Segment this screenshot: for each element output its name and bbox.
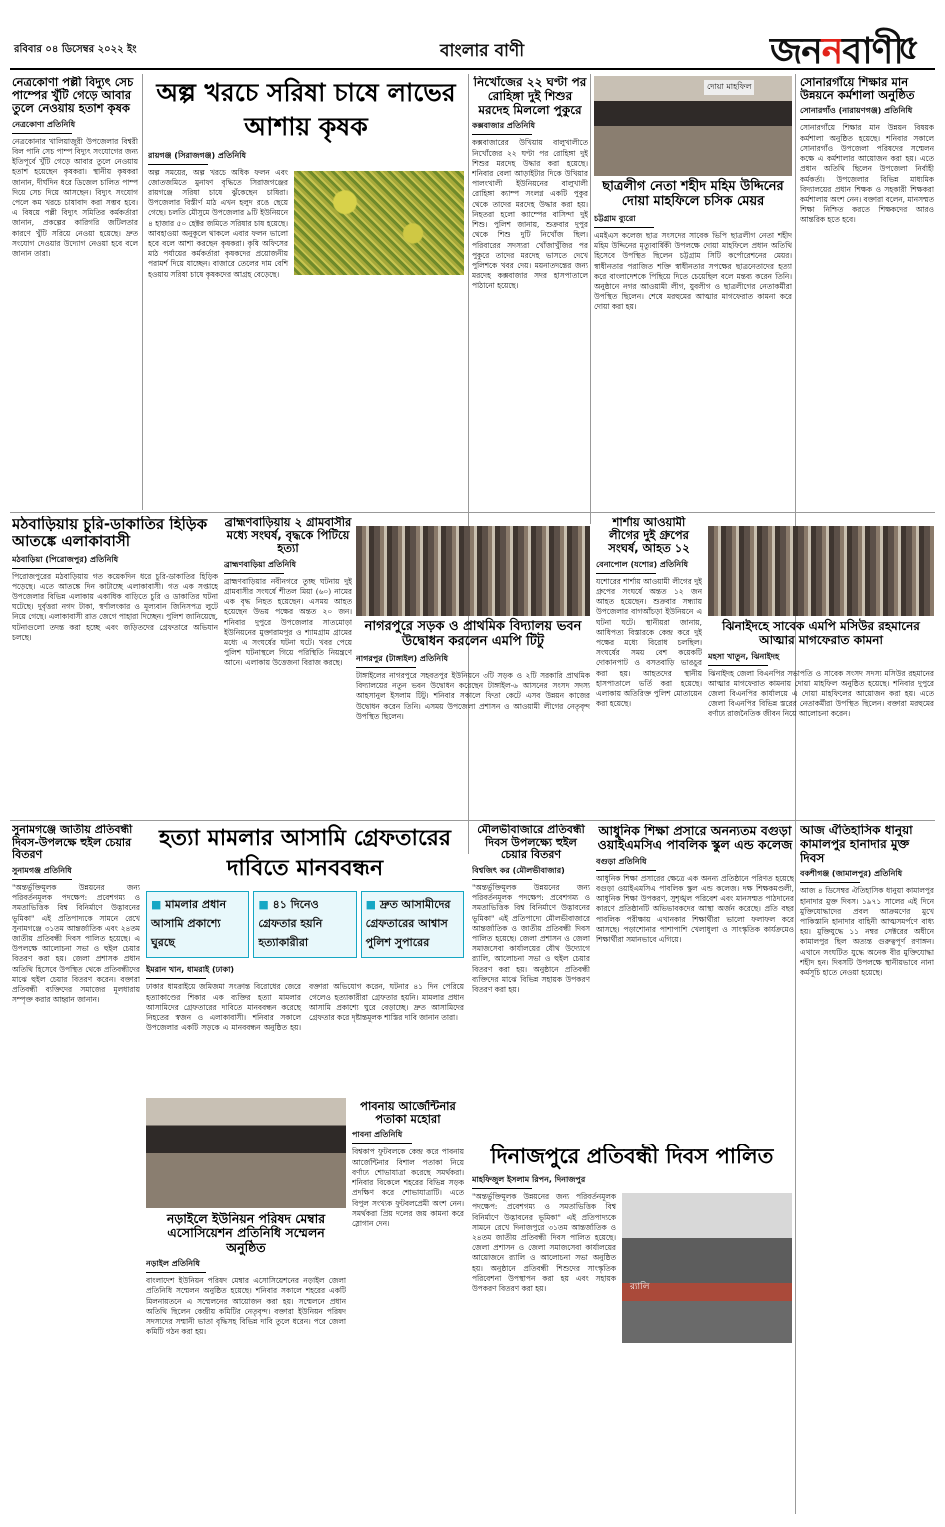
bullet-icon: ■ — [151, 898, 162, 912]
article-jhenaidah — [708, 526, 934, 816]
highlight-box — [253, 891, 356, 958]
article-body: নেত্রকোনার খালিয়াজুরী উপজেলার বিশ্বরী বিল পানি সেচ পাম্প বিদ্যুৎ সংযোগের জন্য ইতিপূর্বে খুঁটি গেড়ে আবার তুলে নেওয়ায় হতাশ হয়েছেন কৃষকরা। স্থানীয় কৃষকরা জানান, দীর্ঘদিন ধরে ডিজেল চালিত পাম্প দিয়ে সেচ দিয়ে আসছেন। বিদ্যুৎ সংযোগ পেলে কম খরচে চাষাবাদ করা সম্ভব হবে। এ বিষয়ে পল্লী বিদ্যুৎ সমিতির কর্মকর্তারা জানান, প্রকল্পের কারিগরি জটিলতার কারণে খুঁটি সরিয়ে নেওয়া হয়েছে। দ্রুত সংযোগ দেওয়ার উদ্যোগ নেওয়া হবে বলে জানান তারা। — [12, 136, 138, 259]
article-headline: আজ ঐতিহাসিক ধানুয়া কামালপুর হানাদার মুক্ত দিবস — [800, 824, 913, 865]
article-headline: হত্যা মামলার আসামি গ্রেফতারের দাবিতে মানববন্ধন — [159, 826, 451, 881]
row-rule — [10, 512, 935, 513]
article-body: বিশ্বকাপ ফুটবলকে কেন্দ্র করে পাবনায় আর্জেন্টিনার বিশাল পতাকা নিয়ে বর্ণাঢ্য শোভাযাত্রা করেছে সমর্থকরা। শনিবার বিকেলে শহরের বিভিন্ন সড়ক প্রদক্ষিণ করে শোভাযাত্রাটি। এতে বিপুল সংখ্যক ফুটবলপ্রেমী অংশ নেন। সমর্থকরা প্রিয় দলের জয় কামনা করে স্লোগান দেন। — [352, 1147, 464, 1228]
article-mathbaria — [12, 516, 218, 816]
masthead — [0, 0, 945, 80]
article-headline: অল্প খরচে সরিষা চাষে লাভের আশায় কৃষক — [156, 78, 456, 141]
article-netrokona — [12, 76, 138, 506]
page-number: ৫ — [898, 28, 921, 68]
article-body: বাংলাদেশ ইউনিয়ন পরিষদ মেম্বার এসোসিয়েশনের নড়াইল জেলা প্রতিনিধি সম্মেলন অনুষ্ঠিত হয়েছে। শনিবার সকালে শহরের একটি মিলনায়তনে এ সম্মেলনের আয়োজন করা হয়। সম্মেলনে প্রধান অতিথি ছিলেন কেন্দ্রীয় কমিটির নেতৃবৃন্দ। বক্তারা ইউনিয়ন পরিষদ সদস্যদের সম্মানী ভাতা বৃদ্ধিসহ বিভিন্ন দাবি তুলে ধরেন। পরে জেলা কমিটি গঠন করা হয়। — [146, 1276, 346, 1337]
article-nagarpur — [356, 526, 590, 816]
article-headline: সোনারগাঁয়ে শিক্ষার মান উন্নয়নে কর্মশালা অনুষ্ঠিত — [800, 76, 915, 103]
article-body: আধুনিক শিক্ষা প্রসারের ক্ষেত্রে এক অনন্য প্রতিষ্ঠানে পরিণত হয়েছে বগুড়া ওয়াইএমসিএ পাবলিক স্কুল এন্ড কলেজ। দক্ষ শিক্ষকমণ্ডলী, আধুনিক শিক্ষা উপকরণ, সুশৃঙ্খল পরিবেশ এবং মানসম্মত পাঠদানের কারণে প্রতিষ্ঠানটি অভিভাবকদের আস্থা অর্জন করেছে। প্রতি বছর পাবলিক পরীক্ষায় এখানকার শিক্ষার্থীরা ভালো ফলাফল করে আসছে। পড়াশোনার পাশাপাশি খেলাধুলা ও সাংস্কৃতিক কার্যক্রমেও শিক্ষার্থীরা সমানভাবে এগিয়ে। — [596, 873, 794, 945]
human-chain-photo — [146, 1098, 346, 1208]
article-sharsha — [596, 516, 702, 816]
article-byline: ইমরান খান, ধামরাই (ঢাকা) — [146, 964, 464, 979]
article-byline: মঠবাড়িয়া (পিরোজপুর) প্রতিনিধি — [12, 554, 218, 569]
bullet-icon: ■ — [365, 898, 377, 912]
article-kamalpur — [800, 824, 934, 1514]
article-byline: মাহফিজুল ইসলাম রিপন, দিনাজপুর — [472, 1174, 792, 1189]
article-headline: আধুনিক শিক্ষা প্রসারে অনন্যতম বগুড়া ওয়াইএমসিএ পাবলিক স্কুল এন্ড কলেজ — [597, 824, 793, 853]
row-rule — [10, 820, 935, 821]
mustard-field-photo — [294, 171, 464, 275]
article-byline: চট্টগ্রাম ব্যুরো — [594, 213, 792, 228]
article-byline: বগুড়া প্রতিনিধি — [596, 856, 794, 871]
prayer-meeting-photo — [594, 76, 792, 176]
bullet-icon: ■ — [258, 898, 269, 912]
column-rule — [590, 74, 591, 524]
article-byline: নাগরপুর (টাঙ্গাইল) প্রতিনিধি — [356, 653, 590, 668]
logo-part-right: বাণী — [842, 31, 903, 72]
article-headline: ছাত্রলীগ নেতা শহীদ মহিম উদ্দিনের দোয়া মাহফিলে চসিক মেয়র — [602, 179, 784, 209]
article-byline: বিশ্বজিৎ কর (মৌলভীবাজার) — [472, 865, 590, 880]
article-dhamrai — [146, 824, 464, 1094]
masthead-rule — [10, 68, 935, 70]
article-body: "অন্তর্ভুক্তিমূলক উন্নয়নের জন্য পরিবর্তনমূলক পদক্ষেপ: প্রবেশগম্য ও সমতাভিত্তিক বিশ্ব বিনির্মাণে উদ্ভাবনের ভূমিকা" এই প্রতিপাদ্যে মৌলভীবাজারে আন্তর্জাতিক ও জাতীয় প্রতিবন্ধী দিবস পালিত হয়েছে। জেলা প্রশাসন ও জেলা সমাজসেবা কার্যালয়ের যৌথ উদ্যোগে র‍্যালি, আলোচনা সভা ও হুইল চেয়ার বিতরণ করা হয়। অনুষ্ঠানে প্রতিবন্ধী ব্যক্তিদের মাঝে বিভিন্ন সহায়ক উপকরণ বিতরণ করা হয়। — [472, 882, 590, 995]
article-mustard — [148, 76, 464, 506]
article-headline: নিখোঁজের ২২ ঘণ্টা পর রোহিঙ্গা দুই শিশুর মরদেহ মিললো পুকুরে — [473, 76, 587, 117]
article-byline: রায়গঞ্জ (সিরাজগঞ্জ) প্রতিনিধি — [148, 150, 464, 165]
article-headline: নাগরপুরে সড়ক ও প্রাথমিক বিদ্যালয় ভবন উদ্বোধন করলেন এমপি টিটু — [364, 619, 582, 649]
article-headline: নেত্রকোণা পল্লী বিদ্যুৎ সেচ পাম্পের খুঁটি গেড়ে আবার তুলে নেওয়ায় হতাশ কৃষক — [12, 76, 134, 116]
article-body: আজ ৪ ডিসেম্বর ঐতিহাসিক ধানুয়া কামালপুর হানাদার মুক্ত দিবস। ১৯৭১ সালের এই দিনে মুক্তিযোদ্ধাদের প্রবল আক্রমণের মুখে পাকিস্তানি হানাদার বাহিনী আত্মসমর্পণে বাধ্য হয়। মুক্তিযুদ্ধে ১১ নম্বর সেক্টরের অধীনে কামালপুর ছিল অত্যন্ত গুরুত্বপূর্ণ রণাঙ্গন। এখানে সংঘটিত যুদ্ধে অনেক বীর মুক্তিযোদ্ধা শহীদ হন। দিবসটি উপলক্ষে স্থানীয়ভাবে নানা কর্মসূচি হাতে নেওয়া হয়েছে। — [800, 886, 934, 978]
article-byline: মহসা খাতুন, ঝিনাইদহ — [708, 651, 934, 666]
highlight-text: ৪১ দিনেও গ্রেফতার হয়নি হত্যাকারীরা — [258, 898, 323, 950]
article-headline: পাবনায় আর্জেন্টিনার পতাকা মহোরা — [360, 1100, 456, 1127]
article-body: "অন্তর্ভুক্তিমূলক উন্নয়নের জন্য পরিবর্তনমূলক পদক্ষেপ: প্রবেশগম্য ও সমতাভিত্তিক বিশ্ব বিনির্মাণে উদ্ভাবনের ভূমিকা" এই প্রতিপাদ্যকে সামনে রেখে সুনামগঞ্জে ৩১তম আন্তর্জাতিক এবং ২৪তম জাতীয় প্রতিবন্ধী দিবস পালিত হয়েছে। এ উপলক্ষে আলোচনা সভা ও হুইল চেয়ার বিতরণ করা হয়। জেলা প্রশাসক প্রধান অতিথি হিসেবে উপস্থিত থেকে প্রতিবন্ধীদের মাঝে হুইল চেয়ার বিতরণ করেন। বক্তারা প্রতিবন্ধী ব্যক্তিদের সমাজের মূলধারায় সম্পৃক্ত করার আহ্বান জানান। — [12, 882, 140, 1005]
memorial-photo — [708, 526, 934, 616]
highlight-text: মামলার প্রধান আসামি প্রকাশ্যে ঘুরছে — [151, 898, 227, 950]
article-narail — [146, 1212, 346, 1514]
rally-banner-text: র‍্যালি — [630, 1282, 650, 1293]
masthead-logo — [770, 24, 903, 80]
article-headline: দিনাজপুরে প্রতিবন্ধী দিবস পালিত — [490, 1144, 774, 1168]
article-pabna — [352, 1100, 464, 1300]
column-rule — [142, 74, 143, 510]
article-byline: সুনামগঞ্জ প্রতিনিধি — [12, 865, 140, 880]
article-headline: ঝিনাইদহে সাবেক এমপি মসিউর রহমানের আত্মার মাগফেরাত কামনা — [722, 619, 920, 647]
article-body: সোনারগাঁয়ে শিক্ষার মান উন্নয়ন বিষয়ক কর্মশালা অনুষ্ঠিত হয়েছে। শনিবার সকালে সোনারগাঁও উপজেলা পরিষদের সম্মেলন কক্ষে এ কর্মশালার আয়োজন করা হয়। এতে প্রধান অতিথি ছিলেন উপজেলা নির্বাহী কর্মকর্তা। উপজেলার বিভিন্ন মাধ্যমিক বিদ্যালয়ের প্রধান শিক্ষক ও সহকারী শিক্ষকরা কর্মশালায় অংশ নেন। বক্তারা বলেন, মানসম্মত শিক্ষা নিশ্চিত করতে শিক্ষকদের আরও আন্তরিক হতে হবে। — [800, 123, 934, 225]
article-body: টাঙ্গাইলের নাগরপুরে সহবতপুর ইউনিয়নে ৩টি সড়ক ও ২টি সরকারি প্রাথমিক বিদ্যালয়ের নতুন ভবন উদ্বোধন করেছেন টাঙ্গাইল-৬ আসনের সংসদ সদস্য আহসানুল ইসলাম টিটু। শনিবার সকালে ফিতা কেটে এসব উন্নয়ন কাজের উদ্বোধন করেন তিনি। এসময় উপজেলা প্রশাসন ও আওয়ামী লীগের নেতৃবৃন্দ উপস্থিত ছিলেন। — [356, 670, 590, 721]
article-rohingya — [472, 76, 588, 508]
article-sunamganj — [12, 824, 140, 1514]
highlight-box — [146, 891, 249, 958]
article-sonargaon — [800, 76, 934, 508]
logo-part-left: জন — [770, 31, 822, 72]
article-chattogram — [594, 76, 792, 508]
article-body: পিরোজপুরের মঠবাড়িয়ায় গত কয়েকদিন ধরে চুরি-ডাকাতির হিড়িক পড়েছে। এতে আতঙ্কে দিন কাটাচ্ছে এলাকাবাসী। গত এক সপ্তাহে উপজেলার বিভিন্ন এলাকায় একাধিক বাড়িতে চুরি ও ডাকাতির ঘটনা ঘটেছে। দুর্বৃত্তরা নগদ টাকা, স্বর্ণালংকার ও মূল্যবান জিনিসপত্র লুটে নিয়ে গেছে। এলাকাবাসী রাত জেগে পাহারা দিচ্ছেন। পুলিশ জানিয়েছে, ঘটনাগুলো তদন্ত করা হচ্ছে এবং জড়িতদের গ্রেফতারে অভিযান চলছে। — [12, 571, 218, 642]
article-byline: কক্সবাজার প্রতিনিধি — [472, 120, 588, 135]
article-headline: সুনামগঞ্জে জাতীয় প্রতিবন্ধী দিবস-উপলক্ষে হুইল চেয়ার বিতরণ — [12, 824, 133, 862]
article-moulvibazar — [472, 824, 590, 1140]
highlight-box — [361, 891, 464, 958]
article-byline: সোনারগাঁও (নারায়ণগঞ্জ) প্রতিনিধি — [800, 105, 934, 120]
highlight-row — [146, 891, 464, 958]
article-headline: নড়াইলে ইউনিয়ন পরিষদ মেম্বার এসোসিয়েশন প্রতিনিধি সম্মেলন অনুষ্ঠিত — [166, 1212, 326, 1255]
issue-date: রবিবার ০৪ ডিসেম্বর ২০২২ ইং — [14, 44, 137, 55]
article-headline: ব্রাহ্মণবাড়িয়ায় ২ গ্রামবাসীর মধ্যে সংঘর্ষ, বৃদ্ধকে পিটিয়ে হত্যা — [224, 516, 352, 556]
article-body: এমইএস কলেজ ছাত্র সংসদের সাবেক ভিপি ছাত্রলীগ নেতা শহীদ মহিম উদ্দিনের মৃত্যুবার্ষিকী উপলক্ষে দোয়া মাহফিলে প্রধান অতিথি হিসেবে উপস্থিত ছিলেন চট্টগ্রাম সিটি কর্পোরেশনের মেয়র। স্বাধীনতার পরাজিত শক্তি স্বাধীনতার সপক্ষের ছাত্রনেতাদের হত্যা করে বাংলাদেশকে পিছিয়ে দিতে চেয়েছিল বলে মন্তব্য করেন তিনি। অনুষ্ঠানে নগর আওয়ামী লীগ, যুবলীগ ও ছাত্রলীগের নেতাকর্মীরা উপস্থিত ছিলেন। শেষে মরহুমের আত্মার মাগফেরাত কামনা করে দোয়া করা হয়। — [594, 230, 792, 312]
article-body: যশোরের শার্শায় আওয়ামী লীগের দুই গ্রুপের সংঘর্ষে অন্তত ১২ জন আহত হয়েছেন। শুক্রবার সন্ধ্যায় উপজেলার বাগআঁচড়া ইউনিয়নে এ ঘটনা ঘটে। স্থানীয়রা জানায়, আধিপত্য বিস্তারকে কেন্দ্র করে দুই পক্ষের মধ্যে বিরোধ চলছিল। সংঘর্ষের সময় বেশ কয়েকটি দোকানপাট ও বসতবাড়ি ভাঙচুর করা হয়। আহতদের স্থানীয় হাসপাতালে ভর্তি করা হয়েছে। এলাকায় অতিরিক্ত পুলিশ মোতায়েন করা হয়েছে। — [596, 576, 702, 709]
logo-part-accent: ন — [821, 31, 843, 72]
article-headline: মৌলভীবাজারে প্রতিবন্ধী দিবস উপলক্ষ্যে হুইল চেয়ার বিতরণ — [477, 824, 585, 862]
article-body: "অন্তর্ভুক্তিমূলক উন্নয়নের জন্য পরিবর্তনমূলক পদক্ষেপ: প্রবেশগম্য ও সমতাভিত্তিক বিশ্ব বিনির্মাণে উদ্ভাবনের ভূমিকা" এই প্রতিপাদ্যকে সামনে রেখে দিনাজপুরে ৩১তম আন্তর্জাতিক ও ২৪তম জাতীয় প্রতিবন্ধী দিবস পালিত হয়েছে। জেলা প্রশাসন ও জেলা সমাজসেবা কার্যালয়ের আয়োজনে র‍্যালি ও আলোচনা সভা অনুষ্ঠিত হয়। অনুষ্ঠানে প্রতিবন্ধী শিশুদের সাংস্কৃতিক পরিবেশনা উপস্থাপন করা হয় এবং সহায়ক উপকরণ বিতরণ করা হয়। — [472, 1192, 616, 1294]
article-byline: নেত্রকোণা প্রতিনিধি — [12, 119, 138, 134]
section-name: বাংলার বাণী — [440, 41, 525, 61]
article-byline: বেনাপোল (যশোর) প্রতিনিধি — [596, 559, 702, 574]
highlight-text: দ্রুত আসামীদের গ্রেফতারের আশ্বাস পুলিশ সুপারের — [365, 898, 451, 950]
article-body: কক্সবাজারের উখিয়ায় বালুখালীতে নিখোঁজের ২২ ঘণ্টা পর রোহিঙ্গা দুই শিশুর মরদেহ উদ্ধার করা হয়েছে। শনিবার বেলা আড়াইটার দিকে উখিয়ার পালংখালী ইউনিয়নের বালুখালী রোহিঙ্গা ক্যাম্প সংলগ্ন একটি পুকুর থেকে তাদের মরদেহ উদ্ধার করা হয়। নিহতরা হলো ক্যাম্পের বাসিন্দা দুই শিশু। পুলিশ জানায়, শুক্রবার দুপুর থেকে শিশু দুটি নিখোঁজ ছিল। পরিবারের সদস্যরা খোঁজাখুঁজির পর পুকুরে তাদের মরদেহ ভাসতে দেখে পুলিশকে খবর দেয়। ময়নাতদন্তের জন্য মরদেহ কক্সবাজার সদর হাসপাতালে পাঠানো হয়েছে। — [472, 138, 588, 291]
rally-photo — [622, 1193, 792, 1343]
article-dinajpur — [472, 1144, 792, 1514]
article-bogura — [596, 824, 794, 1140]
article-byline: নড়াইল প্রতিনিধি — [146, 1258, 346, 1273]
article-body: ঝিনাইদহ জেলা বিএনপির সভাপতি ও সাবেক সংসদ সদস্য মসিউর রহমানের আত্মার মাগফেরাত কামনায় দোয়া মাহফিল অনুষ্ঠিত হয়েছে। শনিবার দুপুরে জেলা বিএনপির কার্যালয়ে এ দোয়া মাহফিলের আয়োজন করা হয়। এতে জেলা বিএনপির বিভিন্ন স্তরের নেতাকর্মীরা উপস্থিত ছিলেন। বক্তারা মরহুমের বর্ণাঢ্য রাজনৈতিক জীবন নিয়ে আলোচনা করেন। — [708, 668, 934, 719]
prayer-banner-text: দোয়া মাহফিল — [704, 80, 754, 95]
article-brahmanbaria — [224, 516, 352, 816]
inauguration-photo — [356, 526, 590, 616]
article-byline: ব্রাহ্মণবাড়িয়া প্রতিনিধি — [224, 559, 352, 574]
article-body: ব্রাহ্মণবাড়িয়ার নবীনগরে তুচ্ছ ঘটনায় দুই গ্রামবাসীর সংঘর্ষে শীতল মিয়া (৬০) নামের এক বৃদ্ধ নিহত হয়েছেন। এসময় আহত হয়েছেন উভয় পক্ষের অন্তত ২০ জন। শনিবার দুপুরে উপজেলার সাতমোড়া ইউনিয়নের মুক্তারামপুর ও শ্যামগ্রাম গ্রামের মধ্যে এ সংঘর্ষের ঘটনা ঘটে। খবর পেয়ে পুলিশ ঘটনাস্থলে গিয়ে পরিস্থিতি নিয়ন্ত্রণে আনে। এলাকায় উত্তেজনা বিরাজ করছে। — [224, 576, 352, 668]
article-headline: মঠবাড়িয়ায় চুরি-ডাকাতির হিড়িক আতঙ্কে এলাকাবাসী — [12, 516, 208, 551]
article-body: ঢাকার ধামরাইয়ে জমিজমা সংক্রান্ত বিরোধের জেরে হত্যাকাণ্ডের শিকার এক ব্যক্তির হত্যা মামলার আসামিদের গ্রেফতারের দাবিতে মানববন্ধন করেছে নিহতের স্বজন ও এলাকাবাসী। শনিবার সকালে উপজেলার একটি সড়কে এ মানববন্ধন অনুষ্ঠিত হয়। বক্তারা অভিযোগ করেন, ঘটনার ৪১ দিন পেরিয়ে গেলেও হত্যাকারীরা গ্রেফতার হয়নি। মামলার প্রধান আসামি প্রকাশ্যে ঘুরে বেড়াচ্ছে। দ্রুত আসামিদের গ্রেফতার করে দৃষ্টান্তমূলক শাস্তির দাবি জানান তারা। — [146, 982, 464, 1033]
article-headline: শার্শায় আওয়ামী লীগের দুই গ্রুপের সংঘর্ষ, আহত ১২ — [608, 516, 690, 556]
article-byline: পাবনা প্রতিনিধি — [352, 1129, 464, 1144]
article-body: অল্প সময়ের, অল্প খরচে অধিক ফলন এবং জোতজমিতে মুনাফা বৃদ্ধিতে সিরাজগঞ্জের রায়গঞ্জে সরিষা চাষে ঝুঁকেছেন চাষিরা। উপজেলার বিস্তীর্ণ মাঠ এখন হলুদ রঙে ছেয়ে গেছে। চলতি মৌসুমে উপজেলার ৯টি ইউনিয়নে ৪ হাজার ৫০ হেক্টর জমিতে সরিষার চাষ হয়েছে। আবহাওয়া অনুকূলে থাকলে এবার ফলন ভালো হবে বলে আশা করছেন কৃষকরা। কৃষি অফিসের মাঠ পর্যায়ের কর্মকর্তারা কৃষকদের প্রয়োজনীয় পরামর্শ দিয়ে যাচ্ছেন। বাজারে তেলের দাম বেশি হওয়ায় সরিষা চাষে কৃষকদের আগ্রহ বেড়েছে। — [148, 167, 288, 279]
article-byline: বকশীগঞ্জ (জামালপুর) প্রতিনিধি — [800, 868, 934, 883]
